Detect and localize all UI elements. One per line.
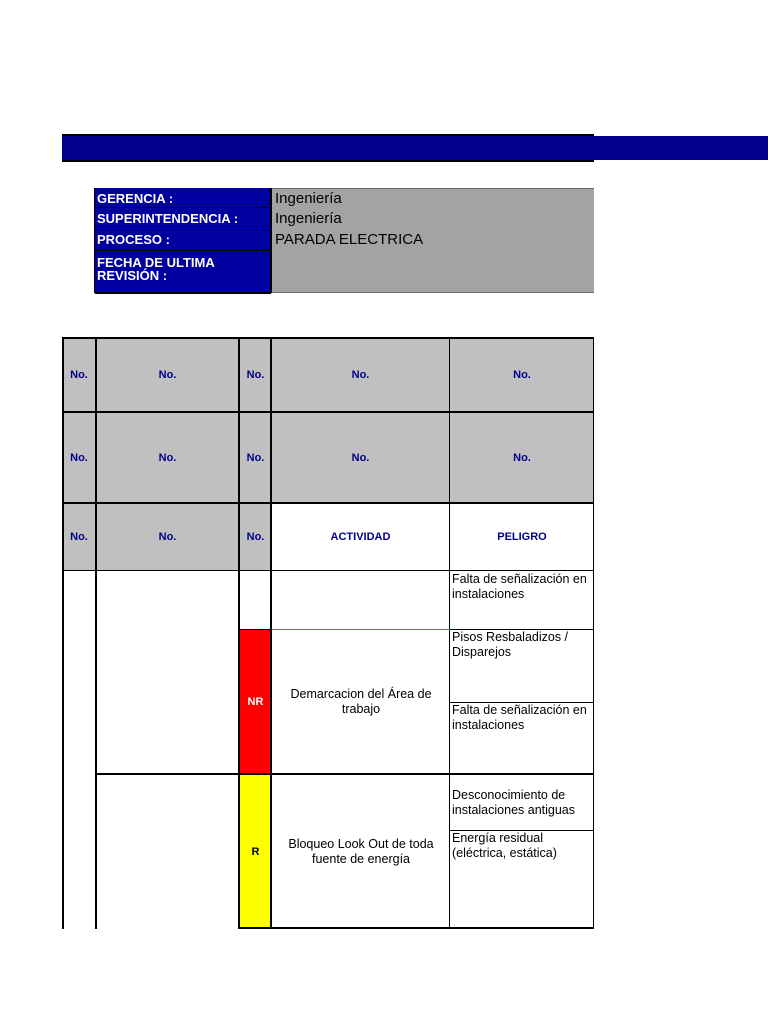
fecha-label (95, 251, 271, 293)
row-1-code-nr: NR (240, 630, 271, 774)
grid-h-8 (238, 927, 594, 929)
proceso-value: PARADA ELECTRICA (275, 231, 424, 248)
header-no-2-5: No. (513, 452, 531, 464)
grid-h-1 (62, 411, 594, 413)
header-no-2-1: No. (70, 452, 88, 464)
grid-h-0 (62, 337, 594, 339)
grid-h-7 (450, 830, 594, 831)
header-no-2-2: No. (158, 452, 177, 464)
header-no-3-2: No. (158, 531, 177, 543)
superintendencia-label: SUPERINTENDENCIA : (95, 208, 271, 230)
grid-v-1 (95, 337, 97, 929)
row-1-activity: Demarcacion del Área de trabajo (290, 687, 432, 716)
header-no-2-4: No. (351, 452, 370, 464)
header-no-1-3: No. (246, 369, 265, 381)
grid-h-4b-green (272, 629, 450, 630)
row-2-hazard-1: Energía residual (eléctrica, estática) (452, 831, 557, 860)
header-no-3-3: No. (246, 531, 265, 543)
title-banner (62, 134, 594, 162)
gerencia-label: GERENCIA : (95, 188, 271, 208)
row-1-hazard-1: Falta de señalización en instalaciones (452, 703, 587, 732)
proceso-label: PROCESO : (95, 230, 271, 251)
header-no-1-1: No. (70, 369, 88, 381)
row-0-activity (272, 571, 450, 629)
grid-v-2 (238, 337, 240, 929)
gerencia-value: Ingeniería (275, 190, 342, 207)
header-no-1-2: No. (158, 369, 177, 381)
grid-h-5 (450, 702, 594, 703)
grid-h-6 (95, 773, 594, 775)
header-left-border (94, 188, 95, 293)
grid-h-4c (450, 629, 594, 630)
header-activity: ACTIVIDAD (330, 531, 391, 543)
fecha-label-line2: REVISIÓN : (97, 268, 168, 283)
grid-v-4 (449, 337, 450, 929)
superintendencia-value: Ingeniería (275, 210, 342, 227)
header-no-3-1: No. (70, 531, 88, 543)
grid-h-3 (62, 570, 594, 571)
header-no-1-5: No. (513, 369, 531, 381)
grid-v-5 (593, 337, 594, 929)
title-banner-extension (594, 136, 768, 160)
grid-h-2 (62, 502, 594, 504)
fecha-label-line1: FECHA DE ULTIMA (97, 255, 215, 270)
row-2-hazard-0: Desconocimiento de instalaciones antiguas (452, 788, 575, 817)
row-0-hazard-0: Falta de señalización en instalaciones (452, 572, 587, 601)
row-1-hazard-0: Pisos Resbaladizos / Disparejos (452, 630, 569, 659)
header-hazard: PELIGRO (497, 531, 547, 543)
row-2-code-r: R (240, 775, 271, 928)
grid-v-3 (270, 337, 272, 929)
header-no-2-3: No. (246, 452, 265, 464)
grid-v-0 (62, 337, 64, 929)
row-2-activity: Bloqueo Look Out de toda fuente de energía (288, 836, 434, 866)
header-no-1-4: No. (351, 369, 370, 381)
header-bottom-border (95, 292, 271, 294)
grid-h-4a (240, 629, 272, 630)
